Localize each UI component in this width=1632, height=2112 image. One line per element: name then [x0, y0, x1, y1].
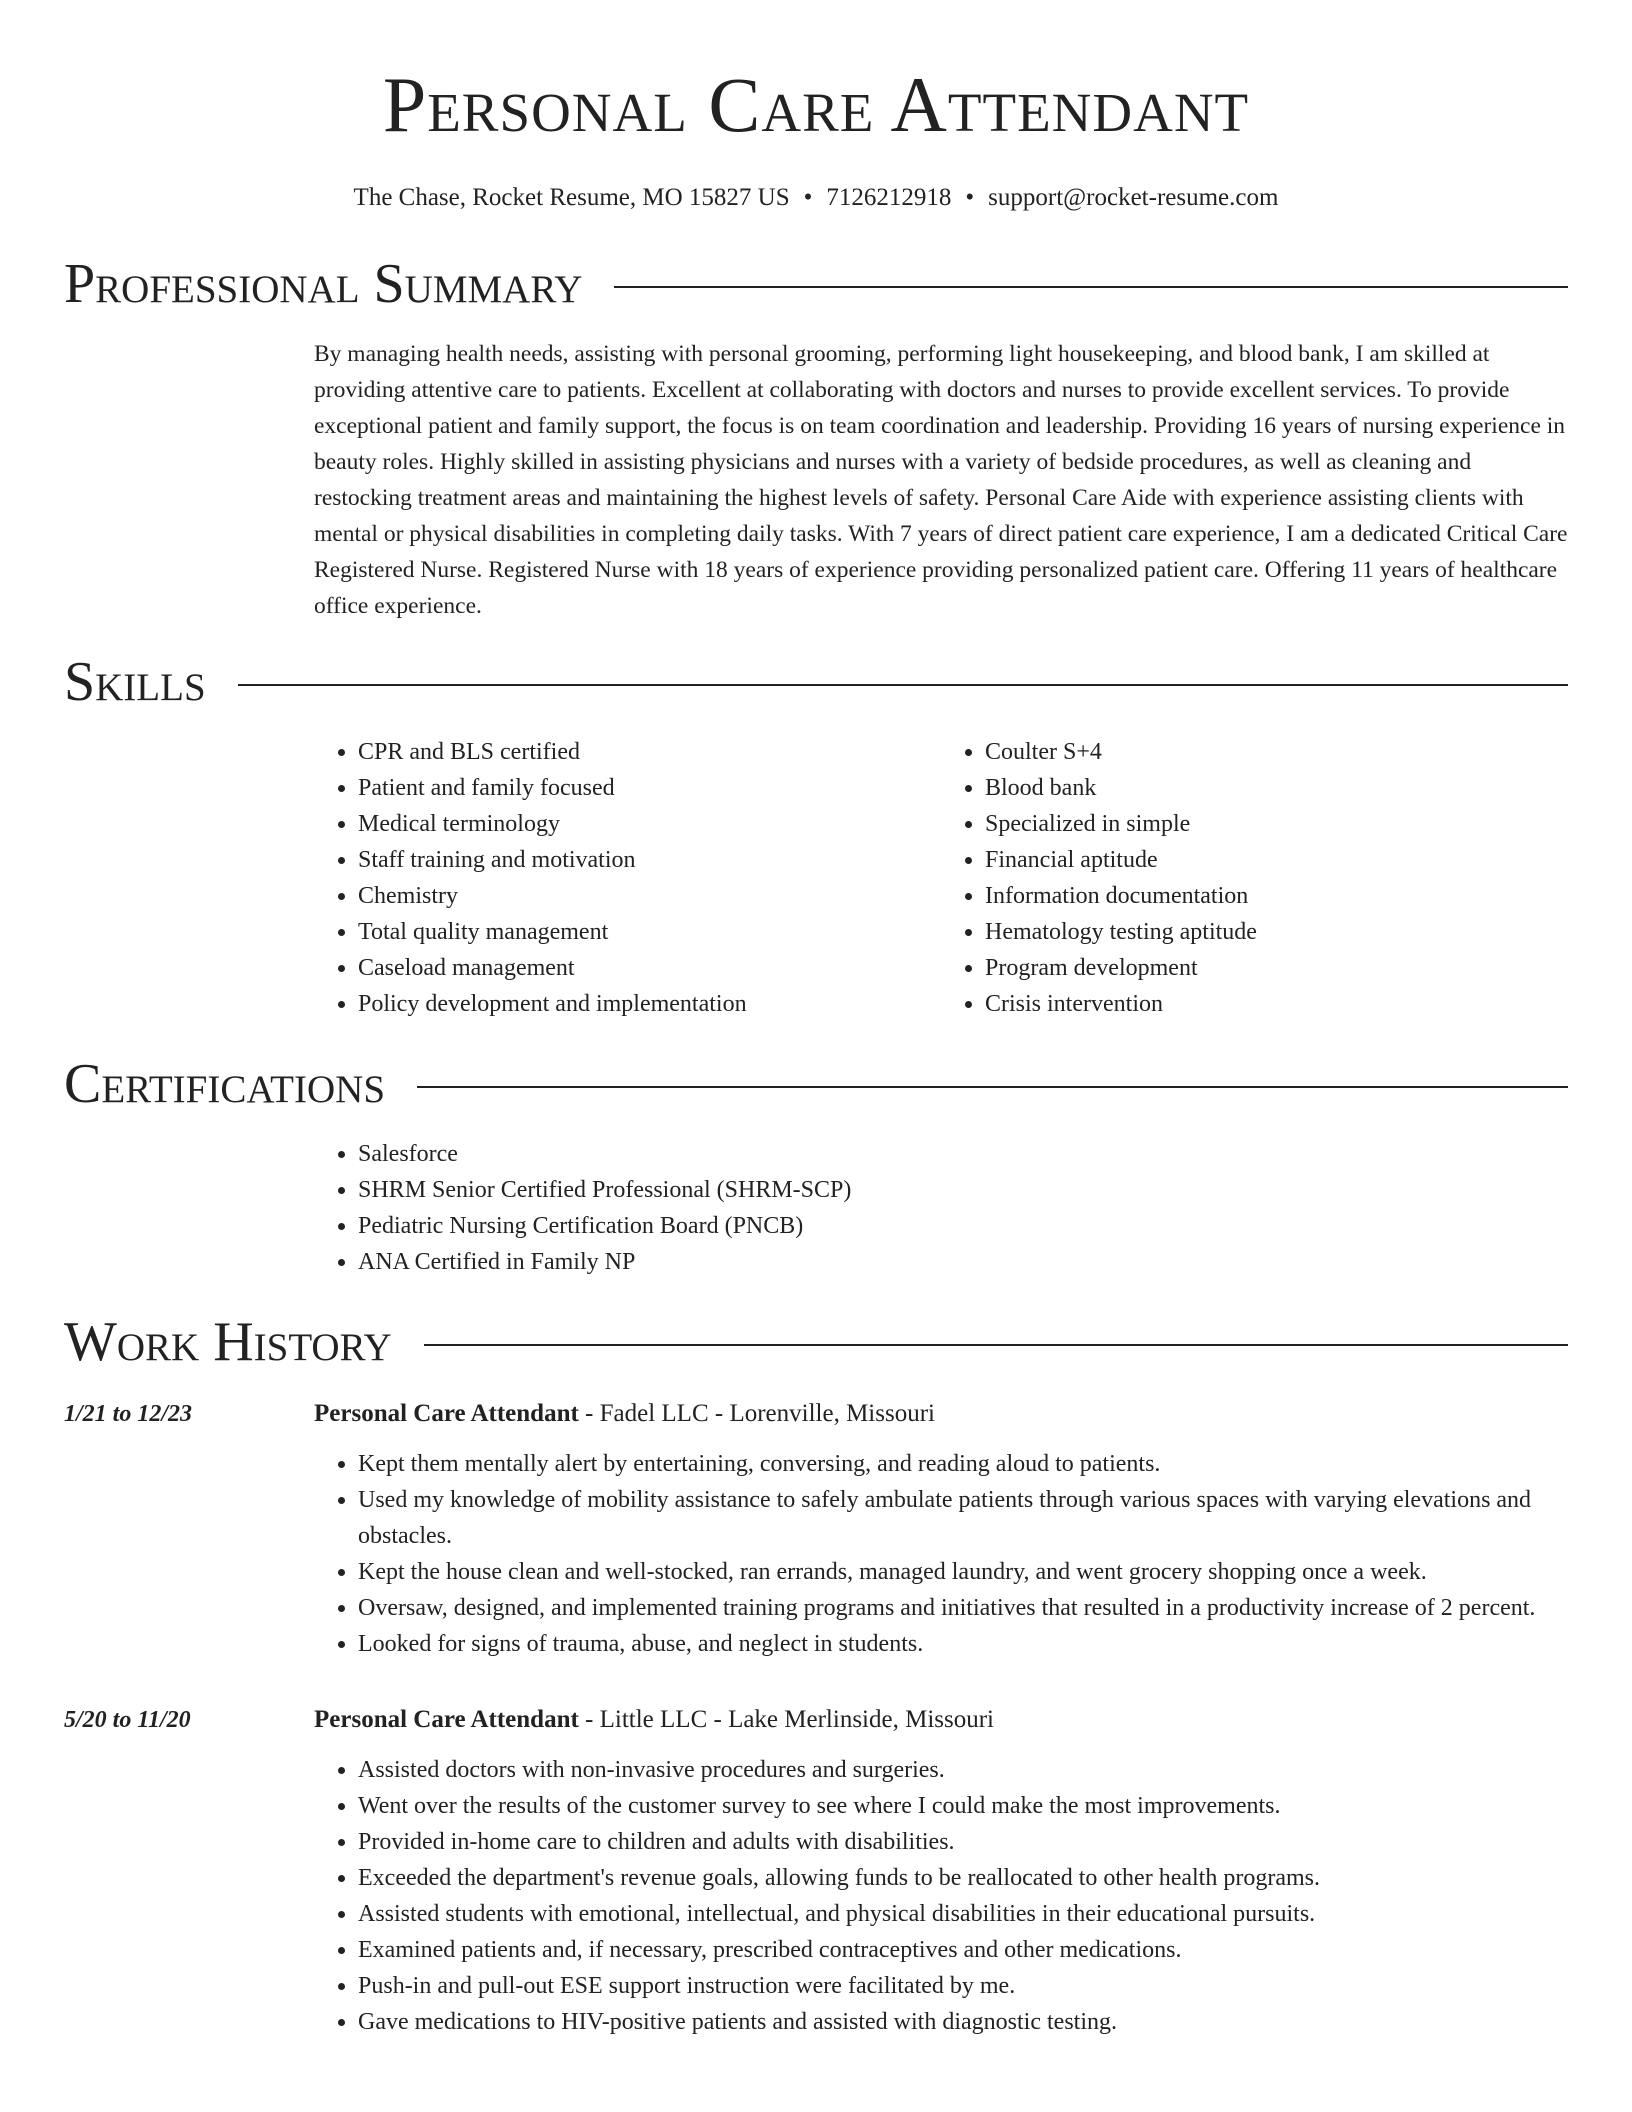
contact-phone: 7126212918: [826, 184, 952, 211]
job-bullet: • Assisted doctors with non-invasive procedures and surgeries.: [358, 1752, 1568, 1788]
job-title-line: [314, 1396, 935, 1432]
skill-item: • Caseload management: [358, 950, 941, 986]
contact-email: support@rocket-resume.com: [988, 184, 1279, 211]
job-entry: [64, 1396, 1568, 1662]
contact-address: The Chase, Rocket Resume, MO 15827 US: [353, 184, 790, 211]
job-entry: [64, 1702, 1568, 2040]
skill-item: • Patient and family focused: [358, 770, 941, 806]
job-title: Personal Care Attendant: [314, 1400, 579, 1427]
section-divider: [238, 684, 1568, 686]
skill-item: • Chemistry: [358, 878, 941, 914]
certification-item: • ANA Certified in Family NP: [358, 1244, 1568, 1280]
job-bullet: • Assisted students with emotional, intellectual, and physical disabilities in their educational pursuits.: [358, 1896, 1568, 1932]
skill-item: • Blood bank: [985, 770, 1568, 806]
job-bullet: • Went over the results of the customer survey to see where I could make the most improvements.: [358, 1788, 1568, 1824]
job-bullet: • Used my knowledge of mobility assistance to safely ambulate patients through various spaces with varying elevations and obstacles.: [358, 1482, 1568, 1554]
job-bullet: • Exceeded the department's revenue goals, allowing funds to be reallocated to other health programs.: [358, 1860, 1568, 1896]
skills-right-column: [941, 734, 1568, 1022]
job-bullets: [314, 1752, 1568, 2040]
job-bullet: • Kept the house clean and well-stocked, ran errands, managed laundry, and went grocery shopping once a week.: [358, 1554, 1568, 1590]
skill-item: • Medical terminology: [358, 806, 941, 842]
job-bullet: • Gave medications to HIV-positive patients and assisted with diagnostic testing.: [358, 2004, 1568, 2040]
skills-heading: Skills: [64, 651, 206, 713]
skill-item: • Coulter S+4: [985, 734, 1568, 770]
section-divider: [417, 1086, 1568, 1088]
summary-section-header: [64, 252, 1568, 316]
work-history-section-header: [64, 1310, 1568, 1374]
job-title-line: [314, 1702, 994, 1738]
job-bullet: • Looked for signs of trauma, abuse, and neglect in students.: [358, 1626, 1568, 1662]
job-bullet: • Provided in-home care to children and adults with disabilities.: [358, 1824, 1568, 1860]
contact-separator: •: [965, 184, 975, 211]
summary-heading: Professional Summary: [64, 253, 583, 315]
skill-item: • Program development: [985, 950, 1568, 986]
job-bullet: • Oversaw, designed, and implemented training programs and initiatives that resulted in a productivity increase of 2 percent.: [358, 1590, 1568, 1626]
skill-item: • Specialized in simple: [985, 806, 1568, 842]
contact-separator: •: [803, 184, 813, 211]
job-bullet: • Examined patients and, if necessary, prescribed contraceptives and other medications.: [358, 1932, 1568, 1968]
certification-item: • Pediatric Nursing Certification Board (PNCB): [358, 1208, 1568, 1244]
section-divider: [424, 1344, 1568, 1346]
skill-item: • Staff training and motivation: [358, 842, 941, 878]
section-divider: [614, 286, 1568, 288]
job-bullet: • Kept them mentally alert by entertaining, conversing, and reading aloud to patients.: [358, 1446, 1568, 1482]
skill-item: • Crisis intervention: [985, 986, 1568, 1022]
job-bullets: [314, 1446, 1568, 1662]
resume-name: Personal Care Attendant: [382, 61, 1250, 148]
certifications-list: [314, 1136, 1568, 1280]
skill-item: • Hematology testing aptitude: [985, 914, 1568, 950]
job-bullet: • Push-in and pull-out ESE support instruction were facilitated by me.: [358, 1968, 1568, 2004]
summary-text: By managing health needs, assisting with personal grooming, performing light housekeeping, and blood bank, I am skilled at providing attentive care to patients. Excellent at collaborating with doctors and nurses to provide excellent services. To provide exceptional patient and family support, the focus is on team coordination and leadership. Providing 16 years of nursing experience in beauty roles. Highly skilled in assisting physicians and nurses with a variety of bedside procedures, as well as cleaning and restocking treatment areas and maintaining the highest levels of safety. Personal Care Aide with experience assisting clients with mental or physical disabilities in completing daily tasks. With 7 years of direct patient care experience, I am a dedicated Critical Care Registered Nurse. Registered Nurse with 18 years of experience providing personalized patient care. Offering 11 years of healthcare office experience.: [314, 341, 1568, 619]
skills-section-header: [64, 650, 1568, 714]
skills-left-column: [314, 734, 941, 1022]
certification-item: • SHRM Senior Certified Professional (SHRM-SCP): [358, 1172, 1568, 1208]
contact-line: [64, 182, 1568, 214]
certifications-section-header: [64, 1052, 1568, 1116]
certifications-heading: Certifications: [64, 1053, 386, 1115]
job-employer-location: - Little LLC - Lake Merlinside, Missouri: [578, 1706, 994, 1733]
job-dates: 5/20 to 11/20: [64, 1707, 191, 1733]
skill-item: • Information documentation: [985, 878, 1568, 914]
certification-item: • Salesforce: [358, 1136, 1568, 1172]
skills-list: [314, 734, 1568, 1022]
skill-item: • Policy development and implementation: [358, 986, 941, 1022]
job-employer-location: - Fadel LLC - Lorenville, Missouri: [578, 1400, 935, 1427]
work-history-heading: Work History: [64, 1311, 392, 1373]
skill-item: • CPR and BLS certified: [358, 734, 941, 770]
skill-item: • Total quality management: [358, 914, 941, 950]
skill-item: • Financial aptitude: [985, 842, 1568, 878]
job-dates: 1/21 to 12/23: [64, 1401, 193, 1427]
job-title: Personal Care Attendant: [314, 1706, 579, 1733]
